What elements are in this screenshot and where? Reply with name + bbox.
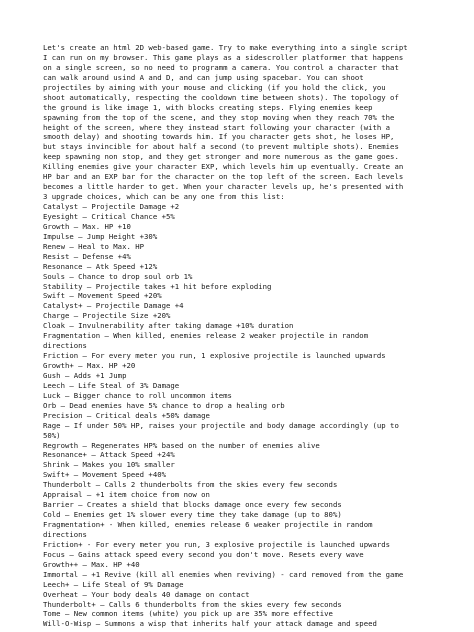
text-line: Rage – If under 50% HP, raises your projectile and body damage accordingly (up to	[43, 420, 399, 430]
text-line: Eyesight – Critical Chance +5%	[43, 211, 175, 221]
text-line: Regrowth – Regenerates HP% based on the number of enemies alive	[43, 440, 320, 450]
text-line: 50%)	[43, 430, 61, 440]
text-line: Resonance – Atk Speed +12%	[43, 261, 158, 271]
text-line: Luck – Bigger chance to roll uncommon items	[43, 390, 232, 400]
text-line: Cold – Enemies get 1% slower every time they take damage (up to 80%)	[43, 510, 342, 520]
text-line: Fragmentation – When killed, enemies release 2 weaker projectile in random	[43, 331, 369, 341]
text-line: Appraisal – +1 item choice from now on	[43, 490, 210, 500]
text-line: HP bar and an EXP bar for the character on the top left of the screen. Each levels	[43, 172, 404, 182]
text-line: smooth delay) and shooting towards him. If you character gets shot, he loses HP,	[43, 132, 395, 142]
text-line: the ground is like image 1, with blocks creating steps. Flying enemies keep	[43, 102, 373, 112]
text-line: Swift – Movement Speed +20%	[43, 291, 162, 301]
text-line: 3 upgrade choices, which can be any one from this list:	[43, 192, 285, 202]
text-line: on a single screen, so no need to programm a camera. You control a character that	[43, 62, 399, 72]
text-line: Growth++ – Max. HP +40	[43, 559, 140, 569]
text-line: spawning from the top of the scene, and they stop moving when they reach 70% the	[43, 112, 395, 122]
text-line: becomes a little harder to get. When your character levels up, he's presented with	[43, 182, 404, 192]
text-line: Impulse – Jump Height +30%	[43, 231, 158, 241]
text-line: Let's create an html 2D web-based game. Try to make everything into a single script	[43, 43, 408, 52]
text-line: but stays invincible for about half a second (to prevent multiple shots). Enemies	[43, 142, 399, 152]
text-line: Fragmentation+ - When killed, enemies release 6 weaker projectile in random	[43, 520, 373, 529]
text-line: Renew – Heal to Max. HP	[43, 241, 145, 251]
text-line: Shrink – Makes you 10% smaller	[43, 460, 175, 470]
text-line: Growth – Max. HP +10	[43, 221, 131, 231]
text-line: Leech+ – Life Steal of 9% Damage	[43, 579, 184, 589]
text-line: directions	[43, 341, 87, 351]
text-line: Friction – For every meter you run, 1 explosive projectile is launched upwards	[43, 351, 386, 361]
text-line: Cloak – Invulnerability after taking damage +10% duration	[43, 321, 294, 331]
document-body	[43, 43, 443, 629]
text-line: Barrier – Creates a shield that blocks damage once every few seconds	[43, 500, 342, 510]
text-line: Precision – Critical deals +50% damage	[43, 410, 210, 420]
text-line: projectiles by aiming with your mouse and clicking (if you hold the click, you	[43, 82, 386, 92]
text-line: Resonance+ – Attack Speed +24%	[43, 450, 175, 460]
text-line: Leech – Life Steal of 3% Damage	[43, 380, 180, 390]
text-line: shoot automatically, respecting the cooldown time between shots). The topology of	[43, 92, 399, 102]
text-line: directions	[43, 529, 87, 539]
text-line: Focus – Gains attack speed every second you don't move. Resets every wave	[43, 549, 364, 559]
text-line: Overheat – Your body deals 40 damage on contact	[43, 589, 250, 599]
text-line: Friction+ - For every meter you run, 3 explosive projectile is launched upwards	[43, 539, 391, 549]
text-line: can walk around usind A and D, and can jump using spacebar. You can shoot	[43, 72, 364, 82]
text-line: Tome – New common items (white) you pick up are 35% more effective	[43, 609, 333, 619]
text-line: Swift+ – Movement Speed +40%	[43, 470, 167, 480]
text-line: Growth+ – Max. HP +20	[43, 361, 136, 370]
text-line: Resist – Defense +4%	[43, 251, 131, 261]
text-line: Charge – Projectile Size +20%	[43, 311, 171, 321]
text-line: Souls – Chance to drop soul orb 1%	[43, 271, 193, 281]
text-line: height of the screen, where they instead start following your character (with a	[43, 122, 391, 132]
text-line: Thunderbolt+ – Calls 6 thunderbolts from the skies every few seconds	[43, 599, 342, 609]
text-line: Immortal – +1 Revive (kill all enemies when reviving) - card removed from the game	[43, 569, 404, 579]
text-line: Orb – Dead enemies have 5% chance to drop a healing orb	[43, 400, 285, 410]
text-line: Stability – Projectile takes +1 hit before exploding	[43, 281, 272, 291]
text-line: Catalyst+ – Projectile Damage +4	[43, 301, 184, 311]
text-line: Thunderbolt – Calls 2 thunderbolts from the skies every few seconds	[43, 480, 338, 490]
text-line: Catalyst – Projectile Damage +2	[43, 202, 180, 211]
text-line: Gush – Adds +1 Jump	[43, 370, 127, 380]
text-line: Will-O-Wisp – Summons a wisp that inherits half your attack damage and speed	[43, 619, 377, 629]
text-line: I can run on my browser. This game plays as a sidescroller platformer that happens	[43, 52, 404, 62]
text-line: Killing enemies give your character EXP, which levels him up eventually. Create an	[43, 162, 404, 172]
text-line: keep spawning non stop, and they get stronger and more numerous as the game goes.	[43, 152, 399, 162]
